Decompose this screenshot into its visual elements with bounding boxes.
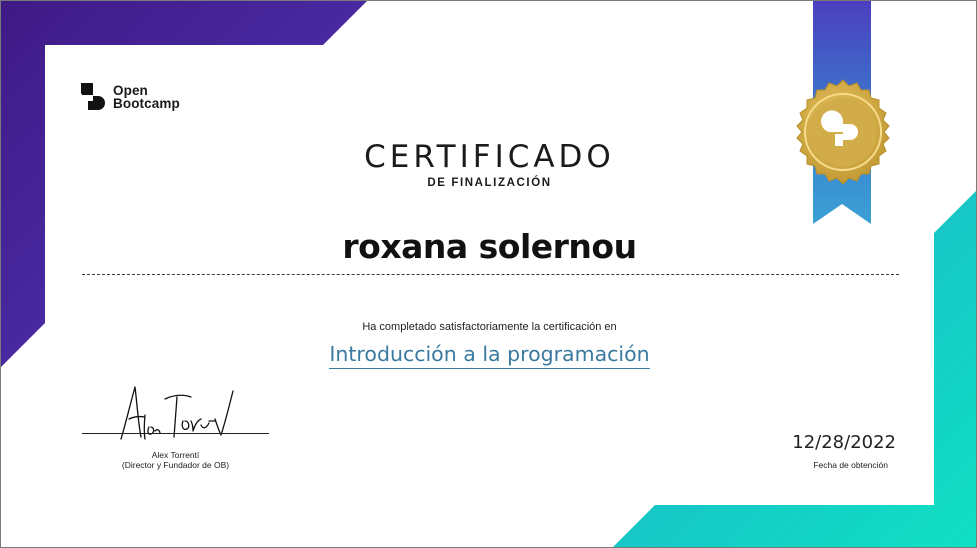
signer-name: Alex Torrentí	[151, 450, 200, 460]
name-divider	[82, 274, 899, 275]
issue-date-label: Fecha de obtención	[813, 460, 888, 470]
signer-role: (Director y Fundador de OB)	[121, 460, 230, 470]
certificate-title: CERTIFICADO	[364, 139, 615, 175]
signature-line	[82, 433, 269, 434]
brand-logo	[81, 83, 180, 111]
certificate-subtitle: DE FINALIZACIÓN	[427, 177, 552, 189]
signer-block	[82, 450, 269, 470]
brand-name-line1: Open	[113, 83, 148, 98]
course-name: Introducción a la programación	[329, 342, 649, 369]
brand-name	[113, 84, 180, 110]
recipient-name: roxana solernou	[342, 227, 637, 266]
completion-statement: Ha completado satisfactoriamente la certificación en	[362, 321, 617, 333]
brand-logo-icon	[81, 83, 106, 111]
brand-name-line2: Bootcamp	[113, 96, 180, 111]
issue-date: 12/28/2022	[792, 432, 896, 453]
